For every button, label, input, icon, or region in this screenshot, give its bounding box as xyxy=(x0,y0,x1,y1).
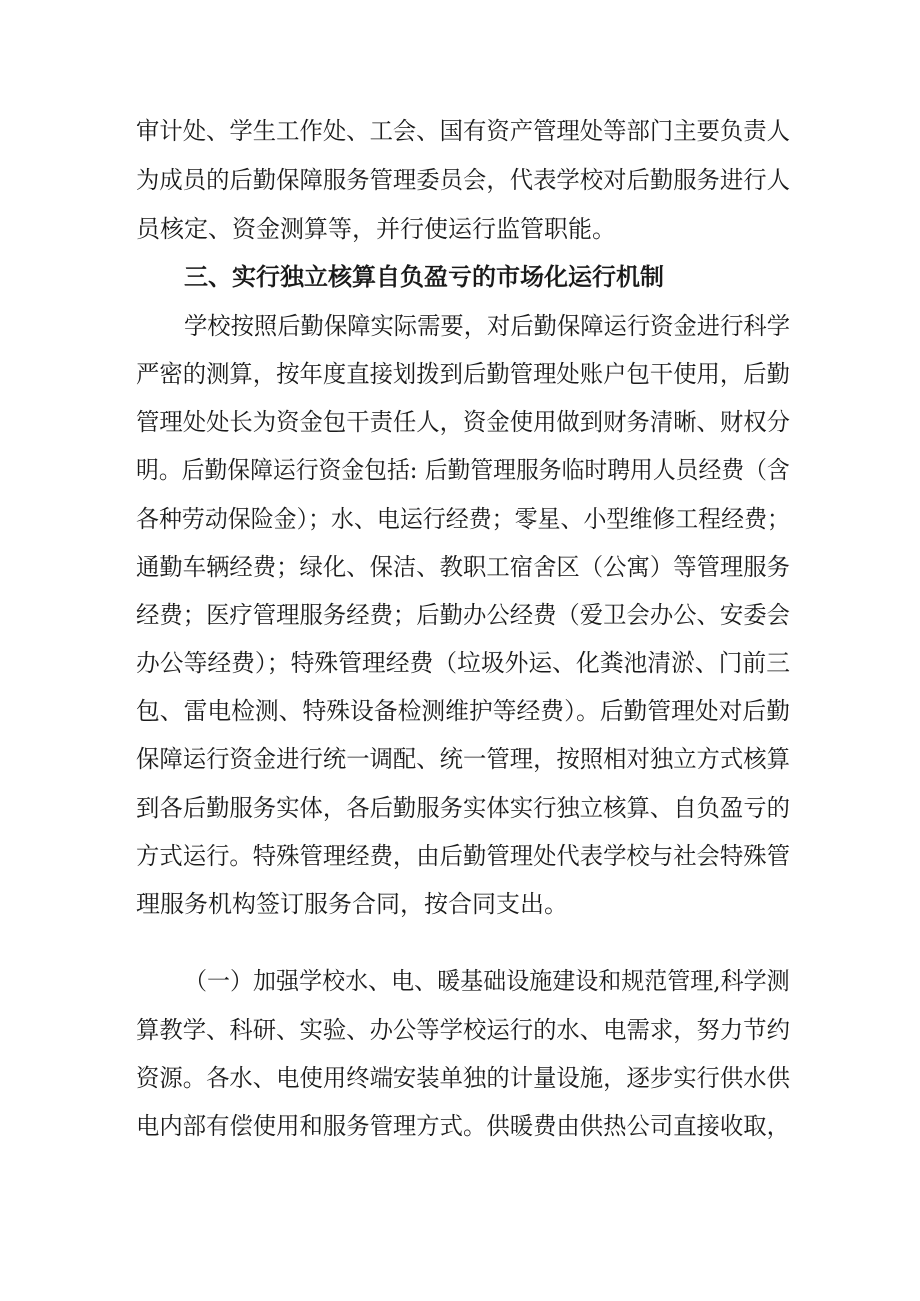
para2-line-11-text: 到各后勤服务实体，各后勤服务实体实行独立核算、自负盈亏的 xyxy=(136,794,790,822)
para2-line-4-text: 明。后勤保障运行资金包括: 后勤管理服务临时聘用人员经费（含 xyxy=(136,456,790,484)
para2-line-2-text: 严密的测算，按年度直接划拨到后勤管理处账户包干使用，后勤 xyxy=(136,360,790,388)
section-heading-text: 三、实行独立核算自负盈亏的市场化运行机制 xyxy=(184,263,664,291)
para2-line-4 xyxy=(0,450,920,490)
para1-line-3-text: 员核定、资金测算等，并行使运行监管职能。 xyxy=(136,215,616,243)
para3-line-4-text: 电内部有偿使用和服务管理方式。供暖费由供热公司直接收取， xyxy=(136,1112,790,1140)
para3-line-2 xyxy=(0,1010,920,1050)
para2-line-13 xyxy=(0,884,920,924)
para2-line-9 xyxy=(0,691,920,731)
para2-line-10 xyxy=(0,739,920,779)
para3-line-3-text: 资源。各水、电使用终端安装单独的计量设施，逐步实行供水供 xyxy=(136,1064,790,1092)
para2-line-2 xyxy=(0,354,920,394)
para2-line-11 xyxy=(0,788,920,828)
para2-line-3 xyxy=(0,402,920,442)
para2-line-9-text: 包、雷电检测、特殊设备检测维护等经费）。后勤管理处对后勤 xyxy=(136,697,790,725)
section-heading xyxy=(0,257,920,297)
para2-line-3-text: 管理处处长为资金包干责任人，资金使用做到财务清晰、财权分 xyxy=(136,408,790,436)
para1-line-2-text: 为成员的后勤保障服务管理委员会，代表学校对后勤服务进行人 xyxy=(136,166,790,194)
para1-line-1-text: 审计处、学生工作处、工会、国有资产管理处等部门主要负责人 xyxy=(136,117,790,145)
para2-line-8-text: 办公等经费）；特殊管理经费（垃圾外运、化粪池清淤、门前三 xyxy=(136,649,790,677)
para2-line-7 xyxy=(0,595,920,635)
para2-line-1 xyxy=(0,306,920,346)
para3-line-2-text: 算教学、科研、实验、办公等学校运行的水、电需求，努力节约 xyxy=(136,1016,790,1044)
para2-line-7-text: 经费；医疗管理服务经费；后勤办公经费（爱卫会办公、安委会 xyxy=(136,601,790,629)
para1-line-3 xyxy=(0,209,920,249)
para2-line-12 xyxy=(0,836,920,876)
para3-line-1-text: （一）加强学校水、电、暖基础设施建设和规范管理,科学测 xyxy=(184,967,790,995)
para2-line-8 xyxy=(0,643,920,683)
para1-line-2 xyxy=(0,160,920,200)
para2-line-6 xyxy=(0,547,920,587)
para2-line-12-text: 方式运行。特殊管理经费，由后勤管理处代表学校与社会特殊管 xyxy=(136,842,790,870)
para2-line-13-text: 理服务机构签订服务合同，按合同支出。 xyxy=(136,890,568,918)
para3-line-3 xyxy=(0,1058,920,1098)
para3-line-4 xyxy=(0,1106,920,1146)
para2-line-1-text: 学校按照后勤保障实际需要，对后勤保障运行资金进行科学 xyxy=(184,312,791,340)
para2-line-5 xyxy=(0,499,920,539)
para2-line-10-text: 保障运行资金进行统一调配、统一管理，按照相对独立方式核算 xyxy=(136,745,790,773)
para2-line-6-text: 通勤车辆经费；绿化、保洁、教职工宿舍区（公寓）等管理服务 xyxy=(136,553,790,581)
para1-line-1 xyxy=(0,111,920,151)
para3-line-1 xyxy=(0,961,920,1001)
para2-line-5-text: 各种劳动保险金）；水、电运行经费；零星、小型维修工程经费； xyxy=(136,505,790,533)
